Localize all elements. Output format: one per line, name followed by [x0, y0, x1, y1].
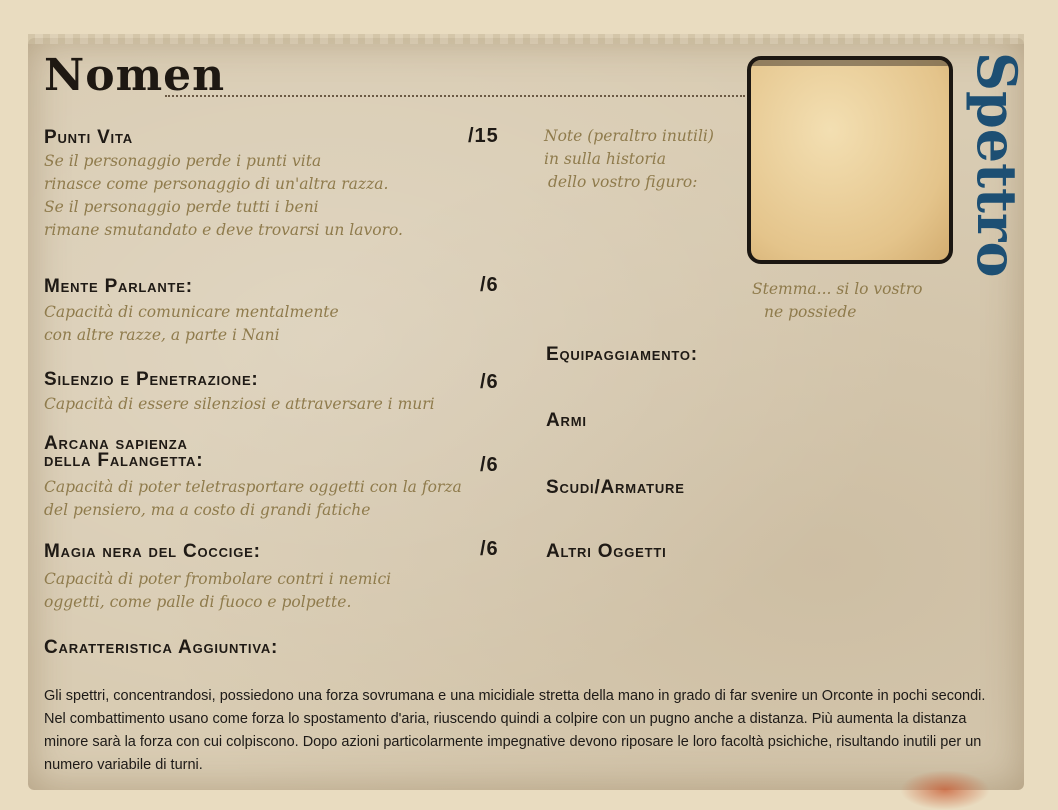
stat-title-falangetta [44, 435, 203, 469]
desc-line: Capacità di essere silenziosi e attraversare i muri [44, 395, 435, 413]
desc-line: Capacità di comunicare mentalmente [44, 303, 339, 321]
desc-line: rinasce come personaggio di un'altra razza. [44, 175, 389, 193]
race-title: Spettro [965, 52, 1029, 278]
stat-title-line: Arcana sapienza [44, 433, 188, 454]
stat-title-punti-vita: Punti Vita [44, 127, 133, 148]
notes-line: in sulla historia [544, 150, 666, 168]
name-field-line[interactable] [165, 95, 745, 97]
name-label: Nomen [44, 50, 226, 101]
stat-max-coccige: /6 [480, 538, 499, 560]
notes-line: dello vostro figuro: [548, 173, 698, 191]
stat-desc-coccige [44, 568, 391, 614]
stat-desc-silenzio [44, 393, 435, 416]
equipment-shields: Scudi/Armature [546, 477, 685, 498]
stat-max-silenzio: /6 [480, 371, 499, 393]
equipment-title: Equipaggiamento: [546, 344, 698, 365]
extra-description: Gli spettri, concentrandosi, possiedono una forza sovrumana e una micidiale stretta della mano in grado di far svenire un Orconte in pochi secondi. Nel combattimento usano come forza lo spostamento d'aria, riuscendo quindi a colpire con un pugno anche a distanza. Più aumenta la distanza minore sarà la forza con cui colpiscono. Dopo azioni particolarmente impegnative devono riposare le loro facoltà psichiche, risultando inutili per un numero variabile di turni. [44, 688, 986, 773]
desc-line: Se il personaggio perde i punti vita [44, 152, 322, 170]
stat-max-falangetta: /6 [480, 454, 499, 476]
equipment-other: Altri Oggetti [546, 541, 667, 562]
stat-desc-falangetta [44, 476, 462, 522]
equipment-weapons: Armi [546, 410, 587, 431]
stat-title-coccige: Magia nera del Coccige: [44, 541, 261, 562]
torn-edge [28, 34, 1024, 44]
stat-desc-punti-vita [44, 150, 403, 242]
crest-caption [752, 278, 922, 324]
crest-caption-line: Stemma... si lo vostro [752, 280, 923, 298]
crest-top-strip [751, 60, 949, 66]
crest-box[interactable] [747, 56, 953, 264]
stat-title-silenzio: Silenzio e Penetrazione: [44, 369, 259, 390]
stat-max-mente-parlante: /6 [480, 274, 499, 296]
stat-max-punti-vita: /15 [468, 125, 499, 147]
notes-label [544, 125, 714, 194]
desc-line: con altre razze, a parte i Nani [44, 326, 280, 344]
desc-line: rimane smutandato e deve trovarsi un lavoro. [44, 221, 403, 239]
stat-desc-mente-parlante [44, 301, 339, 347]
desc-line: Capacità di poter teletrasportare oggetti con la forza [44, 478, 462, 496]
extra-title: Caratteristica Aggiuntiva: [44, 637, 279, 658]
desc-line: Capacità di poter frombolare contri i nemici [44, 570, 392, 588]
desc-line: del pensiero, ma a costo di grandi fatiche [44, 501, 371, 519]
crest-caption-line: ne possiede [764, 303, 857, 321]
stat-title-mente-parlante: Mente Parlante: [44, 276, 193, 297]
desc-line: Se il personaggio perde tutti i beni [44, 198, 319, 216]
notes-line: Note (peraltro inutili) [544, 127, 714, 145]
stat-title-line: della Falangetta: [44, 450, 204, 471]
desc-line: oggetti, come palle di fuoco e polpette. [44, 593, 352, 611]
